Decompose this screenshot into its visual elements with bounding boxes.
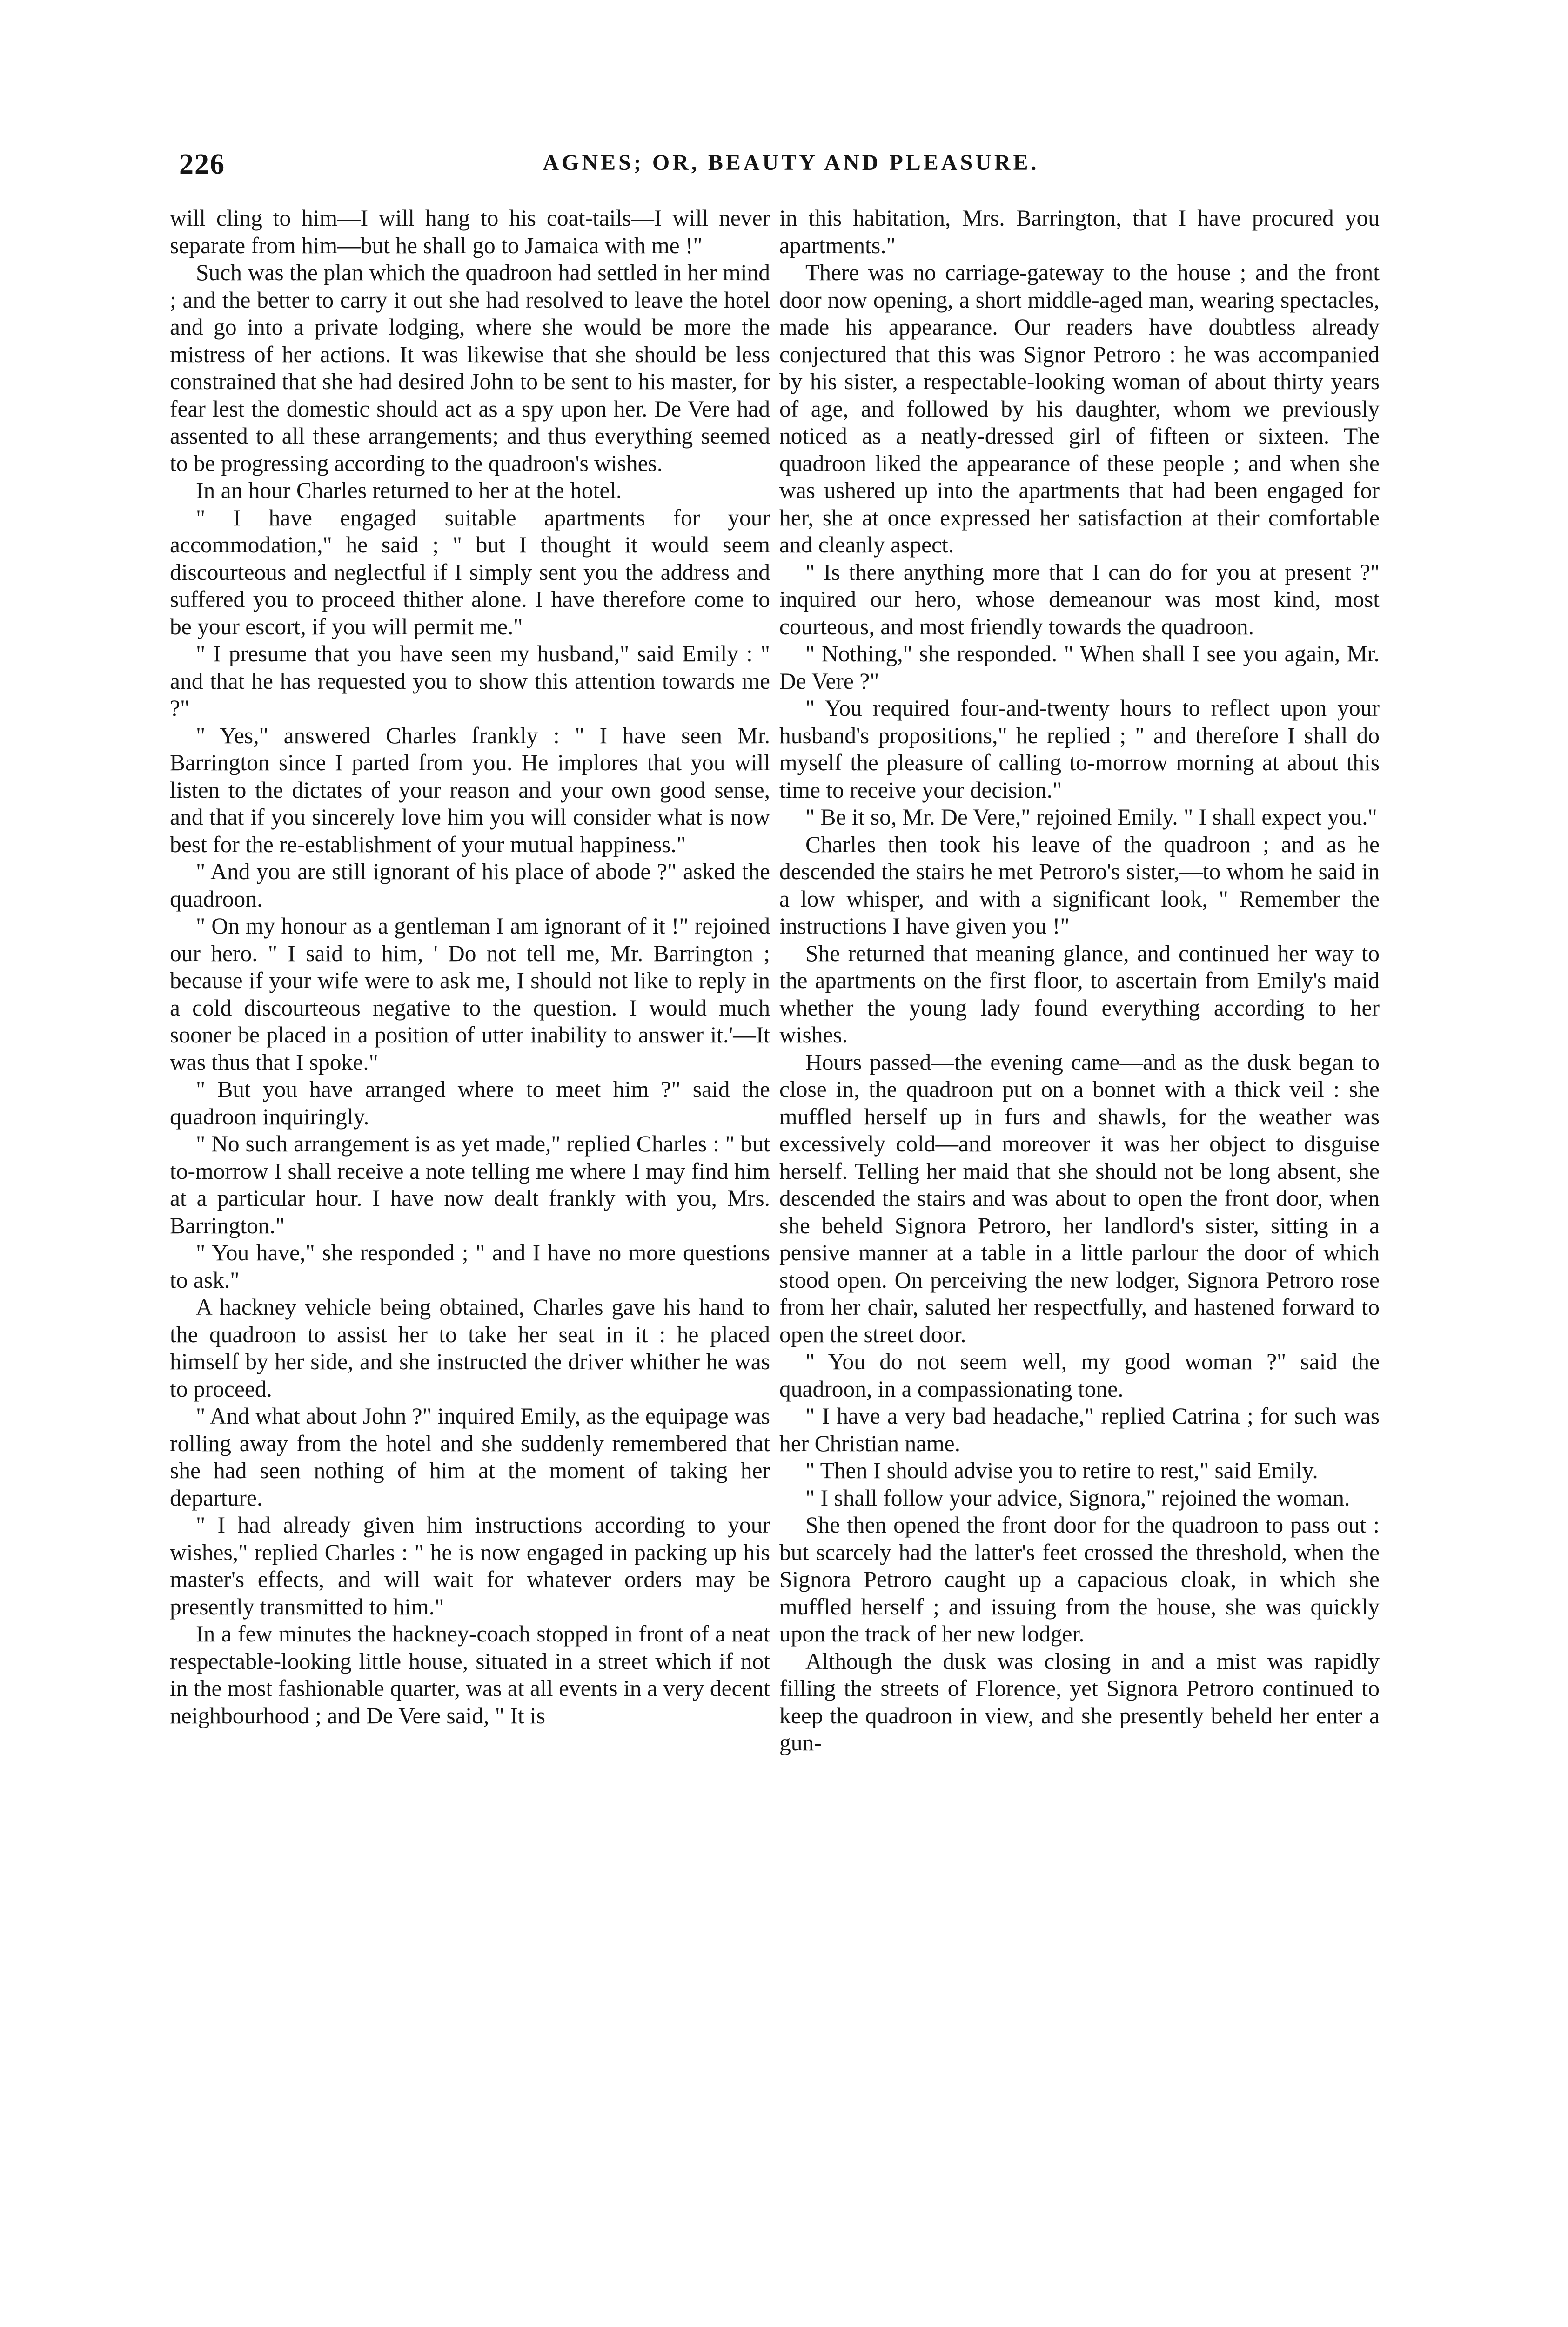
paragraph: " I shall follow your advice, Signora," rejoined the woman. [805, 1485, 1350, 1511]
paragraph: " You required four-and-twenty hours to reflect upon your husband's propositions," he replied ; " and therefore I shall do myself the pleasure of calling to-morrow morning at about this time to receive your decision." [779, 695, 1380, 803]
paragraph: There was no carriage-gateway to the house ; and the front door now opening, a short middle-aged man, wearing spectacles, made his appearance. Our readers have doubtless already conjectured that this was Signor Petroro : he was accompanied by his sister, a respectable-looking woman of about thirty years of age, and followed by his daughter, whom we previously noticed as a neatly-dressed girl of fifteen or sixteen. The quadroon liked the appearance of these people ; and when she was ushered up into the apartments that had been engaged for her, she at once expressed her satisfaction at their comfortable and cleanly aspect. [779, 260, 1380, 558]
paragraph: Although the dusk was closing in and a mist was rapidly filling the streets of Florence, yet Signora Petroro continued to keep the quadroon in view, and she presently beheld her enter a gun- [779, 1648, 1380, 1755]
paragraph: " I have engaged suitable apartments for your accommodation," he said ; " but I thought it would seem discourteous and neglectful if I simply sent you the address and suffered you to proceed thither alone. I have therefore come to be your escort, if you will permit me." [170, 504, 770, 639]
paragraph: In an hour Charles returned to her at the hotel. [196, 478, 622, 503]
left-text-column [170, 205, 770, 1729]
paragraph: " And what about John ?" inquired Emily, as the equipage was rolling away from the hotel and she suddenly remembered that she had seen nothing of him at the moment of taking her departure. [170, 1403, 770, 1511]
paragraph: " I have a very bad headache," replied Catrina ; for such was her Christian name. [779, 1403, 1380, 1456]
paragraph: Charles then took his leave of the quadroon ; and as he descended the stairs he met Petroro's sister,—to whom he said in a low whisper, and with a significant look, " Remember the instructions I have given you !" [779, 831, 1380, 939]
paragraph: " You do not seem well, my good woman ?" said the quadroon, in a compassionating tone. [779, 1349, 1380, 1402]
right-text-column [779, 205, 1380, 1757]
paragraph: Hours passed—the evening came—and as the dusk began to close in, the quadroon put on a bonnet with a thick veil : she muffled herself up in furs and shawls, for the weather was excessively cold—and moreover it was her object to disguise herself. Telling her maid that she should not be long absent, she descended the stairs and was about to open the front door, when she beheld Signora Petroro, her landlord's sister, sitting in a pensive manner at a table in a little parlour the door of which stood open. On perceiving the new lodger, Signora Petroro rose from her chair, saluted her respectfully, and hastened forward to open the street door. [779, 1049, 1380, 1347]
page-header [179, 148, 1403, 185]
running-title: AGNES; OR, BEAUTY AND PLEASURE. [543, 150, 1039, 175]
page-number: 226 [179, 148, 225, 180]
paragraph: " And you are still ignorant of his place of abode ?" asked the quadroon. [170, 859, 770, 912]
paragraph: " No such arrangement is as yet made," replied Charles : " but to-morrow I shall receive a note telling me where I may find him at a particular hour. I have now dealt frankly with you, Mrs. Barrington." [170, 1131, 770, 1238]
paragraph: " I presume that you have seen my husband," said Emily : " and that he has requested you to show this attention towards me ?" [170, 641, 770, 721]
paragraph: will cling to him—I will hang to his coat-tails—I will never separate from him—but he shall go to Jamaica with me !" [170, 205, 770, 258]
paragraph: " On my honour as a gentleman I am ignorant of it !" rejoined our hero. " I said to him, ' Do not tell me, Mr. Barrington ; because if your wife were to ask me, I should not like to reply in a cold discourteous negative to the question. I would much sooner be placed in a position of utter inability to answer it.'—It was thus that I spoke." [170, 913, 770, 1075]
paragraph: " Nothing," she responded. " When shall I see you again, Mr. De Vere ?" [779, 641, 1380, 694]
paragraph: " Is there anything more that I can do for you at present ?" inquired our hero, whose demeanour was most kind, most courteous, and most friendly towards the quadroon. [779, 559, 1380, 639]
paragraph: in this habitation, Mrs. Barrington, that I have procured you apartments." [779, 205, 1380, 258]
paragraph: " You have," she responded ; " and I have no more questions to ask." [170, 1240, 770, 1293]
paragraph: " Yes," answered Charles frankly : " I have seen Mr. Barrington since I parted from you. He implores that you will listen to the dictates of your reason and your own good sense, and that if you sincerely love him you will consider what is now best for the re-establishment of your mutual happiness." [170, 722, 770, 857]
paragraph: Such was the plan which the quadroon had settled in her mind ; and the better to carry it out she had resolved to leave the hotel and go into a private lodging, where she would be more the mistress of her actions. It was likewise that she should be less constrained that she had desired John to be sent to his master, for fear lest the domestic should act as a spy upon her. De Vere had assented to all these arrangements; and thus everything seemed to be progressing according to the quadroon's wishes. [170, 260, 770, 476]
paragraph: She then opened the front door for the quadroon to pass out : but scarcely had the latter's feet crossed the threshold, when the Signora Petroro caught up a capacious cloak, in which she muffled herself ; and issuing from the house, she was quickly upon the track of her new lodger. [779, 1512, 1380, 1647]
paragraph: " I had already given him instructions according to your wishes," replied Charles : " he is now engaged in packing up his master's effects, and will wait for whatever orders may be presently transmitted to him." [170, 1512, 770, 1620]
paragraph: A hackney vehicle being obtained, Charles gave his hand to the quadroon to assist her to take her seat in it : he placed himself by her side, and she instructed the driver whither he was to proceed. [170, 1294, 770, 1402]
paragraph: " But you have arranged where to meet him ?" said the quadroon inquiringly. [170, 1076, 770, 1130]
paragraph: In a few minutes the hackney-coach stopped in front of a neat respectable-looking little house, situated in a street which if not in the most fashionable quarter, was at all events in a very decent neighbourhood ; and De Vere said, " It is [170, 1621, 770, 1728]
paragraph: " Be it so, Mr. De Vere," rejoined Emily. " I shall expect you." [805, 804, 1377, 830]
paragraph: " Then I should advise you to retire to rest," said Emily. [805, 1458, 1318, 1483]
paragraph: She returned that meaning glance, and continued her way to the apartments on the first floor, to ascertain from Emily's maid whether the young lady found everything according to her wishes. [779, 940, 1380, 1048]
